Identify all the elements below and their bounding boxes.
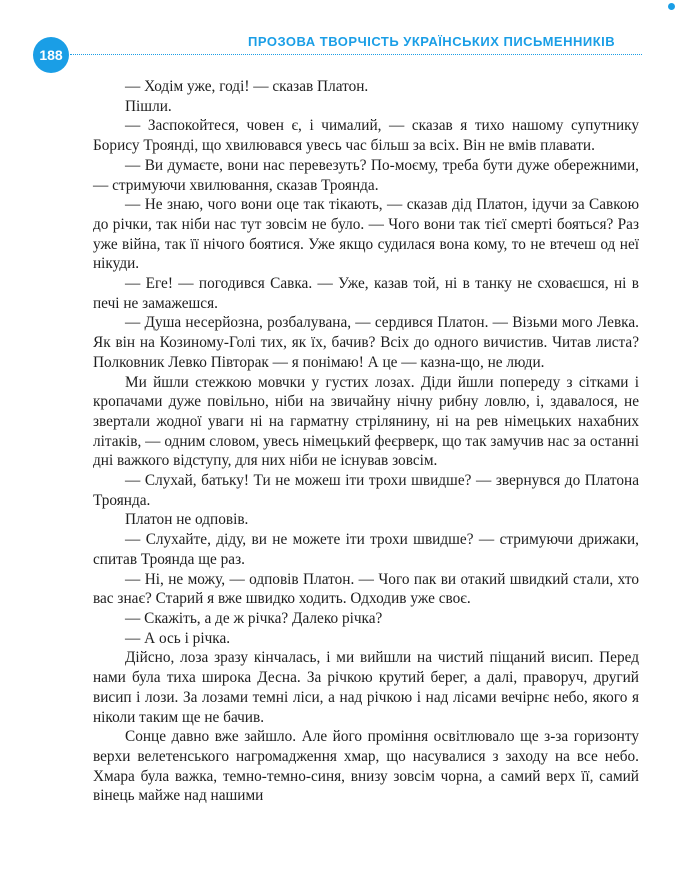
paragraph: — Душа несерйозна, розбалувана, — сердився Платон. — Візьми мого Левка. Як він на Козиному-Голі тих, як їх, бачив? Всіх до одного вичистив. Читав листа? Полковник Левко Півторак — я понімаю! А це — казна-що, не люди. [93,314,639,371]
paragraph: Дійсно, лоза зразу кінчалась, і ми вийшли на чистий піщаний висип. Перед нами була тиха широка Десна. За річкою крутий берег, а далі, праворуч, другий висип і лози. За лозами темні ліси, а над річкою і над лісами вечірнє небо, якого я ніколи таким ще не бачив. [93,649,639,726]
paragraph: — Слухайте, діду, ви не можете іти трохи швидше? — стримуючи дрижаки, спитав Троянда ще раз. [93,531,639,568]
paragraph: — Заспокойтеся, човен є, і чималий, — сказав я тихо нашому супутнику Борису Троянді, що хвилювався увесь час більш за всіх. Він не вмів плавати. [93,117,639,155]
paragraph: — Ні, не можу, — одповів Платон. — Чого пак ви отакий швидкий стали, хто вас знає? Старий я вже швидко ходить. Одходив уже своє. [93,570,639,608]
paragraph: — Ходім уже, годі! — сказав Платон. [125,78,369,95]
paragraph: Платон не одповів. [125,511,249,529]
paragraph: — Скажіть, а де ж річка? Далеко річка? [125,609,383,627]
publisher-logo-icon [668,3,694,11]
paragraph: — Еге! — погодився Савка. — Уже, казав той, ні в танку не сховаєшся, ні в печі не замажешся. [93,275,639,312]
paragraph: — Слухай, батьку! Ти не можеш іти трохи швидше? — звернувся до Платона Троянда. [93,472,639,509]
page-number-badge: 188 [33,37,69,73]
paragraph: — Не знаю, чого вони оце так тікають, — сказав дід Платон, ідучи за Савкою до річки, так ніби нас тут зовсім не було. — Чого вони так тієї смерті бояться? Раз уже війна, так її нічого боятися. Уже якщо судилася вона кому, то не втечеш од неї нікуди. [93,196,639,273]
header-dotted-rule [70,54,642,55]
body-text [93,77,639,806]
paragraph: Сонце давно вже зайшло. Але його проміння освітлювало ще з-за горизонту верхи велетенського нагромадження хмар, що насувалися з заходу на все небо. Хмара була важка, темно-темно-синя, внизу зовсім чорна, а самий верх її, самий вінець майже над нашими [93,728,639,805]
section-title: ПРОЗОВА ТВОРЧІСТЬ УКРАЇНСЬКИХ ПИСЬМЕННИКІВ [244,34,619,49]
paragraph: Ми йшли стежкою мовчки у густих лозах. Діди йшли попереду з сітками і кропачами дуже повільно, ніби на звичайну нічну рибну ловлю, і, здавалося, не звертали жодної уваги ні на гарматну стрілянину, ні на рев німецьких нахабних літаків, — одним словом, увесь німецький феєрверк, що так замучив нас за останні дні важкого відступу, для них ніби не існував зовсім. [93,373,639,470]
paragraph: — Ви думаєте, вони нас перевезуть? По-моєму, треба бути дуже обережними, — стримуючи хвилювання, сказав Троянда. [93,156,639,194]
paragraph: Пішли. [125,97,172,115]
paragraph: — А ось і річка. [125,629,231,647]
